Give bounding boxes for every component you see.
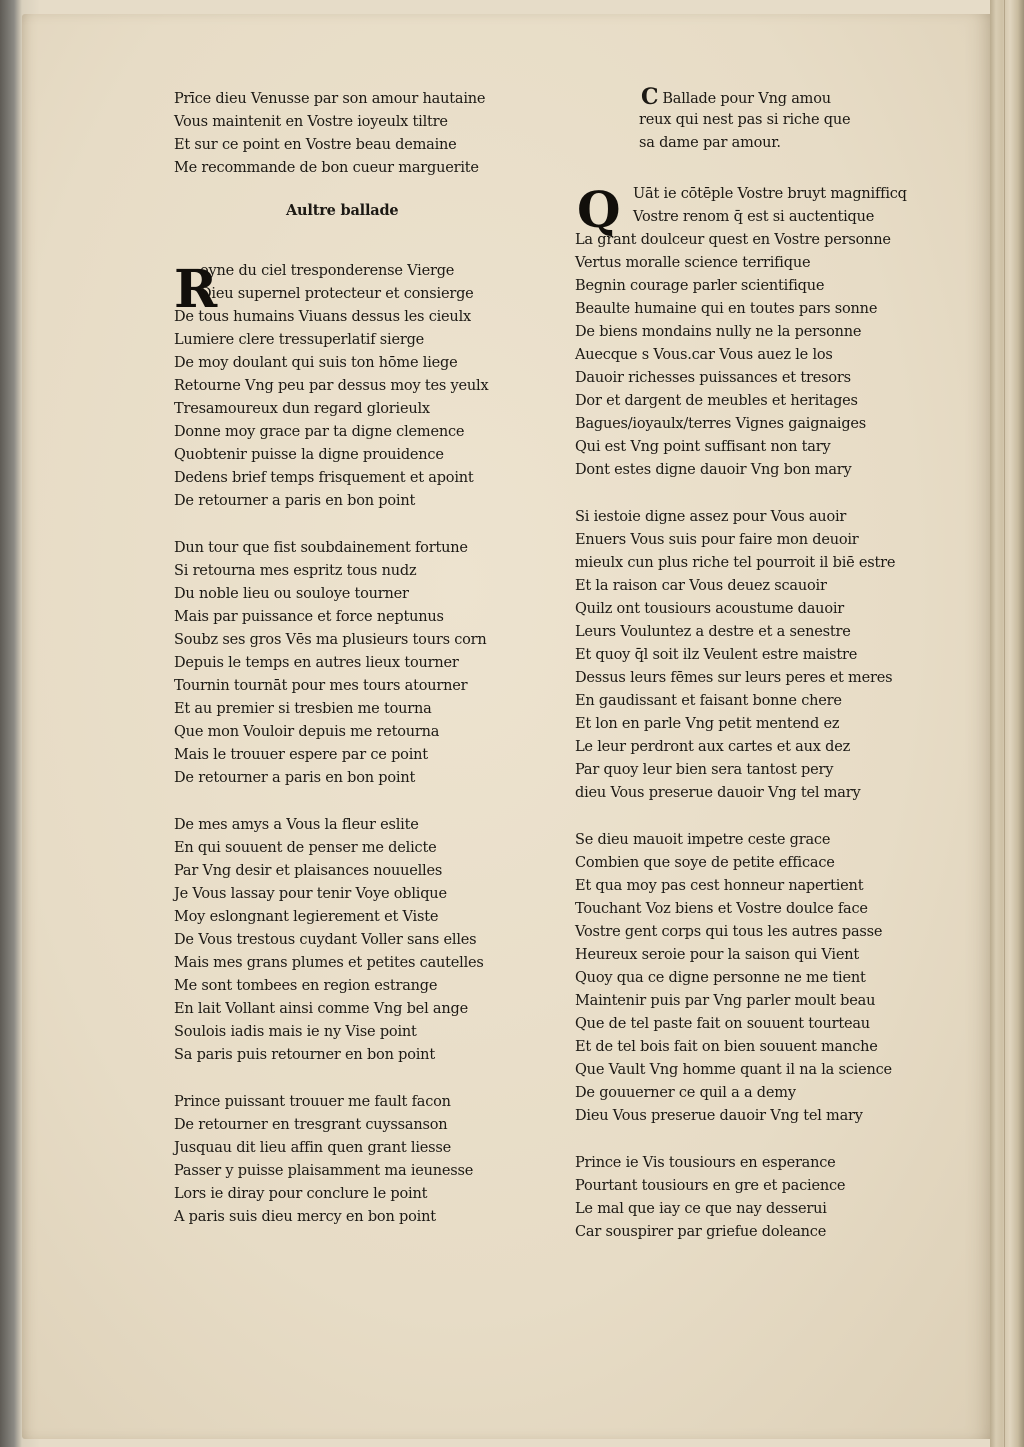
verse-line: Heureux seroie pour la saison qui Vient [575, 947, 860, 963]
verse-line: Prīce dieu Venusse par son amour hautaine [174, 91, 486, 107]
verse-line: Par quoy leur bien sera tantost pery [575, 762, 834, 778]
verse-line: Me sont tombees en region estrange [174, 978, 438, 994]
verse-line: Quoy qua ce digne personne ne me tient [575, 970, 866, 986]
stanza [174, 537, 574, 790]
verse-line: De moy doulant qui suis ton hōme liege [174, 355, 458, 371]
stanza [174, 1091, 574, 1229]
verse-line: Jusquau dit lieu affin quen grant liesse [174, 1140, 452, 1156]
verse-line: Mais par puissance et force neptunus [174, 609, 444, 625]
verse-line: Begnin courage parler scientifique [575, 278, 825, 294]
verse-line: oyne du ciel tresponderense Vierge [200, 263, 455, 279]
verse-line: Vertus moralle science terrifique [575, 255, 811, 271]
heading-line: C Ballade pour Vng amou [641, 84, 831, 110]
verse-line: Vostre gent corps qui tous les autres passe [575, 924, 883, 940]
heading-line: sa dame par amour. [639, 135, 781, 151]
verse-line: Et sur ce point en Vostre beau demaine [174, 137, 457, 153]
verse-line: Dauoir richesses puissances et tresors [575, 370, 851, 386]
verse-line: Dedens brief temps frisquement et apoint [174, 470, 474, 486]
verse-line: Que de tel paste fait on souuent tourteau [575, 1016, 870, 1032]
stanza [575, 506, 975, 805]
verse-line: Mais mes grans plumes et petites cautelles [174, 955, 484, 971]
verse-line: Combien que soye de petite efficace [575, 855, 835, 871]
heading-line: reux qui nest pas si riche que [639, 112, 851, 128]
verse-line: Quobtenir puisse la digne prouidence [174, 447, 444, 463]
verse-line: Beaulte humaine qui en toutes pars sonne [575, 301, 878, 317]
verse-line: Lumiere clere tressuperlatif sierge [174, 332, 425, 348]
pilcrow-mark: C [641, 84, 659, 110]
verse-line: Leurs Vouluntez a destre et a senestre [575, 624, 851, 640]
drop-initial: R [174, 259, 218, 320]
stanza [575, 180, 975, 482]
verse-line: Mais le trouuer espere par ce point [174, 747, 428, 763]
verse-line: Et la raison car Vous deuez scauoir [575, 578, 827, 594]
verse-line: De retourner a paris en bon point [174, 493, 416, 509]
verse-line: Dieu supernel protecteur et consierge [200, 286, 474, 302]
verse-line: Car souspirer par griefue doleance [575, 1224, 827, 1240]
verse-line: Soulois iadis mais ie ny Vise point [174, 1024, 417, 1040]
verse-line: Enuers Vous suis pour faire mon deuoir [575, 532, 859, 548]
verse-line: Auecque s Vous.car Vous auez le los [575, 347, 833, 363]
verse-line: Retourne Vng peu par dessus moy tes yeulx [174, 378, 489, 394]
verse-line: Que mon Vouloir depuis me retourna [174, 724, 440, 740]
verse-line: Et au premier si tresbien me tourna [174, 701, 432, 717]
verse-line: Dor et dargent de meubles et heritages [575, 393, 858, 409]
ballade-heading [575, 86, 975, 155]
stanza [174, 814, 574, 1067]
verse-line: Uāt ie cōtēple Vostre bruyt magnifficq [633, 186, 907, 202]
verse-line: A paris suis dieu mercy en bon point [174, 1209, 436, 1225]
verse-line: Que Vault Vng homme quant il na la science [575, 1062, 892, 1078]
ballade-title: Aultre ballade [286, 202, 399, 219]
stanza [174, 88, 574, 180]
verse-line: dieu Vous preserue dauoir Vng tel mary [575, 785, 861, 801]
page-edge [990, 0, 1024, 1447]
verse-line: Le mal que iay ce que nay desserui [575, 1201, 827, 1217]
verse-line: Sa paris puis retourner en bon point [174, 1047, 435, 1063]
verse-line: Vostre renom q̄ est si auctentique [633, 209, 875, 225]
verse-line: Quilz ont tousiours acoustume dauoir [575, 601, 845, 617]
verse-line: Tournin tournāt pour mes tours atourner [174, 678, 468, 694]
right-column [575, 86, 975, 1244]
stanza [174, 260, 574, 513]
verse-line: Bagues/ioyaulx/terres Vignes gaignaiges [575, 416, 867, 432]
verse-line: De gouuerner ce quil a a demy [575, 1085, 796, 1101]
verse-line: Se dieu mauoit impetre ceste grace [575, 832, 831, 848]
verse-line: Et de tel bois fait on bien souuent manche [575, 1039, 878, 1055]
verse-line: Qui est Vng point suffisant non tary [575, 439, 831, 455]
drop-initial: Q [577, 180, 621, 239]
verse-line: Touchant Voz biens et Vostre doulce face [575, 901, 868, 917]
verse-line: Dont estes digne dauoir Vng bon mary [575, 462, 852, 478]
verse-line: En qui souuent de penser me delicte [174, 840, 437, 856]
verse-line: Moy eslongnant legierement et Viste [174, 909, 439, 925]
verse-line: De retourner a paris en bon point [174, 770, 416, 786]
verse-line: Tresamoureux dun regard glorieulx [174, 401, 430, 417]
verse-line: Par Vng desir et plaisances nouuelles [174, 863, 443, 879]
verse-line: De retourner en tresgrant cuyssanson [174, 1117, 448, 1133]
verse-line: Et quoy q̄l soit ilz Veulent estre maistre [575, 647, 858, 663]
verse-line: Dessus leurs fēmes sur leurs peres et meres [575, 670, 893, 686]
verse-line: Le leur perdront aux cartes et aux dez [575, 739, 851, 755]
verse-line: Pourtant tousiours en gre et pacience [575, 1178, 846, 1194]
stanza [575, 829, 975, 1128]
verse-line: mieulx cun plus riche tel pourroit il biē estre [575, 555, 896, 571]
verse-line: Prince puissant trouuer me fault facon [174, 1094, 451, 1110]
verse-line: En gaudissant et faisant bonne chere [575, 693, 842, 709]
verse-line: En lait Vollant ainsi comme Vng bel ange [174, 1001, 468, 1017]
verse-line: Lors ie diray pour conclure le point [174, 1186, 428, 1202]
verse-line: Si iestoie digne assez pour Vous auoir [575, 509, 847, 525]
verse-line: De biens mondains nully ne la personne [575, 324, 862, 340]
verse-line: Et lon en parle Vng petit mentend ez [575, 716, 840, 732]
verse-line: La grant doulceur quest en Vostre personne [575, 232, 891, 248]
verse-line: Maintenir puis par Vng parler moult beau [575, 993, 876, 1009]
verse-line: Dun tour que fist soubdainement fortune [174, 540, 468, 556]
verse-line: Si retourna mes espritz tous nudz [174, 563, 417, 579]
verse-line: Vous maintenit en Vostre ioyeulx tiltre [174, 114, 448, 130]
verse-line: De mes amys a Vous la fleur eslite [174, 817, 419, 833]
verse-line: De Vous trestous cuydant Voller sans elles [174, 932, 477, 948]
verse-line: Me recommande de bon cueur marguerite [174, 160, 479, 176]
verse-line: Du noble lieu ou souloye tourner [174, 586, 409, 602]
stanza [575, 1152, 975, 1244]
verse-line: Depuis le temps en autres lieux tourner [174, 655, 459, 671]
verse-line: Je Vous lassay pour tenir Voye oblique [174, 886, 447, 902]
verse-line: De tous humains Viuans dessus les cieulx [174, 309, 471, 325]
verse-line: Et qua moy pas cest honneur napertient [575, 878, 864, 894]
verse-line: Soubz ses gros Vēs ma plusieurs tours corn [174, 632, 487, 648]
verse-line: Passer y puisse plaisamment ma ieunesse [174, 1163, 474, 1179]
verse-line: Dieu Vous preserue dauoir Vng tel mary [575, 1108, 863, 1124]
left-column [174, 88, 574, 1229]
verse-line: Donne moy grace par ta digne clemence [174, 424, 465, 440]
verse-line: Prince ie Vis tousiours en esperance [575, 1155, 836, 1171]
